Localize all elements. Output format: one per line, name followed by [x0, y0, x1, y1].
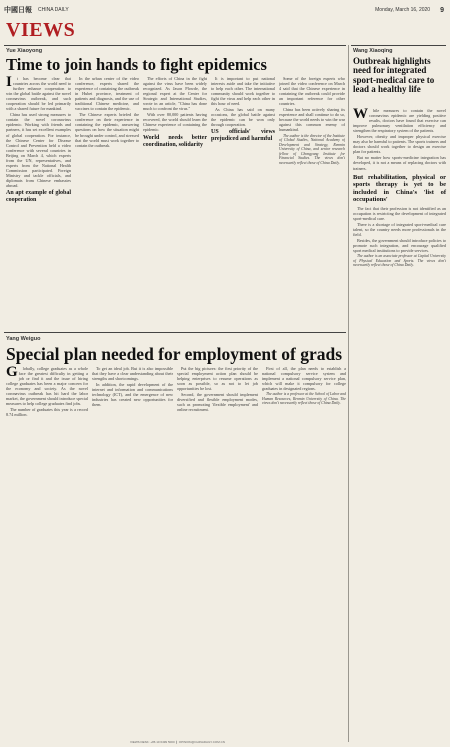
- paragraph: Second, the government should implement diversified and flexible employment modes, such as promoting 'flexible employment' and online recruitment.: [177, 392, 258, 413]
- divider-top-left: [4, 45, 346, 46]
- article1-author-note: The author is the director of the Institute of Global Studies, National Academy of Development and Strategy, Renmin University of China, and senior research fellow of Chongyang Institute for Financial Studies. The views don't necessarily reflect those of China Daily.: [279, 133, 345, 166]
- article1-headline: Time to join hands to fight epidemics: [6, 55, 267, 74]
- paragraph: To get an ideal job. But it is also impossible that they have a clear understanding about their strengths and shortcomings.: [92, 366, 173, 382]
- article2-author-note: The author is a professor at the School of Labor and Human Resources, Renmin University of China. The views don't necessarily reflect those of China Daily.: [262, 392, 346, 406]
- divider-mid: [4, 332, 346, 333]
- article1-column-5: [279, 76, 345, 328]
- article2-column-1: [6, 366, 88, 738]
- paragraph: China has used strong measures to contain the novel coronavirus epidemic. Working with friends and partners, it has set excellent examples of global cooperation. For instance, the Chinese Center for Disease Control and Prevention held a video conference with several countries in Beijing on March 4, which experts from the UN, representatives, and experts from the National Health Commission participated. Foreign Ministry and tackle officials, and diplomats from Chinese embassies abroad.: [6, 112, 71, 188]
- paragraph: In the urban center of the video conference, experts shared the experience of containing the outbreak in Hubei province, treatment of patients and diagnosis, and the use of traditional Chinese medicine, and vaccines to contain the epidemic.: [75, 76, 139, 112]
- article1-column-4: [211, 76, 275, 328]
- paragraph: lobally, college graduates as a whole face the greatest difficulty in getting a job or find it and the issue of hiring college graduates has been a major concern for the economy and society. As the novel coronavirus outbreak has hit hard the labor market, the government should introduce special measures to help college graduates find jobs.: [6, 366, 88, 407]
- paragraph: t has become clear that countries across the world need to further enhance cooperation to win the global battle against the novel coronavirus outbreak, and such cooperation should be led primarily with a shared future for mankind.: [6, 76, 71, 112]
- article3-body: [353, 108, 446, 269]
- paragraph: Some of the foreign experts who joined the video conference on March 4 said that the Chinese experience in containing the outbreak could provide an important reference for other countries.: [279, 76, 345, 107]
- article1-byline: Yue Xiaoyong: [6, 48, 43, 54]
- paragraph: Put the big pictures: the first priority of the special employment action plan should be helping enterprises to resume operations as soon as possible, so as not to let job opportunities be lost.: [177, 366, 258, 392]
- dropcap: G: [6, 366, 18, 380]
- article3-subhead: But rehabilitation, physical or sports therapy is yet to be included in China's 'list of occupations': [353, 173, 446, 204]
- paragraph: Besides, the government should introduce policies to promote such integration, and encourage qualified sport medical institutions to provide services.: [353, 237, 446, 253]
- paragraph: However, obesity and improper physical exercise may also be harmful to patients. The sports trainers and doctors should work together to design an exercise plan for patients.: [353, 134, 446, 155]
- masthead-date: Monday, March 16, 2020: [375, 7, 431, 13]
- paragraph: As China has said on many occasions, the global battle against the epidemic can be won only through cooperation.: [211, 107, 275, 128]
- masthead-paper-name: CHINA DAILY: [38, 7, 69, 13]
- masthead-logo: 中國日報: [4, 6, 32, 14]
- article1-subhead-3: US officials' views prejudiced and harmful: [211, 129, 275, 143]
- paragraph: It is important to put national interests aside and take the initiative to help each other. The international community should work together to fight the virus and help each other in this hour of need.: [211, 76, 275, 107]
- paragraph: hile measures to contain the novel coronavirus epidemic are yielding positive results, doctors have found that exercise can improve pulmonary ventilation efficiency and strengthen the respiratory system of the patients.: [353, 108, 446, 134]
- paragraph: First of all, the plan needs to establish a national compulsory service system and implement a national compulsory service plan, which will make it compulsory for college graduates in designated regions.: [262, 366, 346, 392]
- masthead: [4, 4, 444, 16]
- paragraph: With over 80,000 patients having recovered, the world should learn the Chinese experience of containing the epidemic.: [143, 112, 207, 133]
- article1-column-1: [6, 76, 71, 328]
- paragraph: There is a shortage of integrated sport-medical care talent, so the country needs more professionals in the field.: [353, 221, 446, 237]
- section-title: VIEWS: [6, 19, 76, 41]
- paragraph: But no matter how sports-medicine integration has developed, it is not a means of replacing doctors with trainers.: [353, 155, 446, 171]
- footer-contact: VIEWS DESK: +86 10 6499 5000 ❙ OPINION@CHINADAILY.COM.CN: [130, 740, 225, 744]
- paragraph: The Chinese experts briefed the conference on their experience in containing the epidemic, answering questions on how the situation might be brought under control, and stressed that the world must work together to contain the outbreak.: [75, 112, 139, 148]
- paragraph: The efforts of China in the fight against the virus have been widely recognized. As Jason Plowde, the regional expert at the Center for Strategic and International Studies, wrote in an article, "China has done much to confront the virus.": [143, 76, 207, 112]
- column-divider: [348, 45, 349, 742]
- dropcap: I: [6, 76, 12, 90]
- article2-headline: Special plan needed for employment of grads: [6, 344, 343, 364]
- article1-subhead-2: World needs better coordination, solidarity: [143, 134, 207, 148]
- paragraph: In addition, the rapid development of the internet and information and communications technology (ICT), and the emergence of new industries has created new opportunities for them.: [92, 382, 173, 408]
- paragraph: China has been actively sharing its experience and shall continue to do so, because the world needs to win the war against this common enemy of humankind.: [279, 107, 345, 133]
- article1-column-3: [143, 76, 207, 328]
- article3-headline: Outbreak highlights need for integrated sport-medical care to lead a healthy life: [353, 56, 435, 95]
- article2-column-2: [92, 366, 173, 738]
- article2-column-4: [262, 366, 346, 738]
- dropcap: W: [353, 106, 368, 122]
- article2-column-3: [177, 366, 258, 738]
- article2-byline: Yang Weiguo: [6, 336, 41, 342]
- article3-author-note: The author is an associate professor at Capital University of Physical Education and Sports. The views don't necessarily reflect those of China Daily.: [353, 253, 446, 268]
- article1-subhead-1: An apt example of global cooperation: [6, 190, 71, 204]
- divider-top-right: [351, 45, 446, 46]
- paragraph: The number of graduates this year is a record 8.74 million.: [6, 407, 88, 418]
- paragraph: The fact that their profession is not identified as an occupation is restricting the development of integrated sport-medical care.: [353, 205, 446, 221]
- page-number: 9: [440, 6, 444, 14]
- article3-byline: Wang Xiaoqing: [353, 48, 393, 54]
- article1-column-2: [75, 76, 139, 328]
